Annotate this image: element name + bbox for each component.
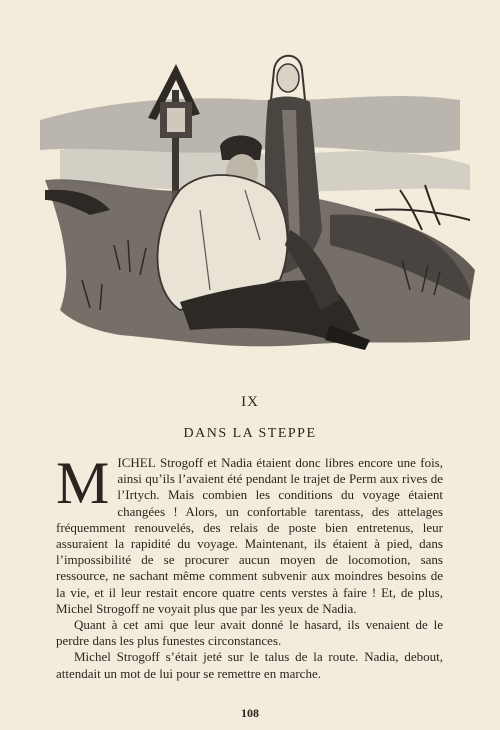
paragraph-3: Michel Strogoff s’était jeté sur le talus de la route. Nadia, debout, attendait un mot de lui pour se remettre en marche. (56, 649, 443, 681)
page-number: 108 (241, 706, 259, 720)
first-word-smallcaps: ICHEL (117, 455, 156, 470)
chapter-number: IX (241, 394, 259, 410)
chapter-title: DANS LA STEPPE (183, 426, 317, 441)
paragraph-1-text: Strogoff et Nadia étaient donc libres encore une fois, ainsi qu’ils l’avaient été pendant le trajet de Perm aux rives de l’Irtych. Mais combien les conditions du voyage étaient changées ! Alors, un confortable tarentass, des attelages fréquemment renouvelés, des relais de poste bien entretenus, leur assuraient la rapidité du voyage. Maintenant, ils étaient à pied, dans l’impossibilité de se procurer aucun moyen de locomotion, sans ressource, ne sachant même comment subvenir aux moindres besoins de la vie, et il leur restait encore quatre cents verstes à faire ! Et, de plus, Michel Strogoff ne voyait plus que par les yeux de Nadia. (56, 455, 443, 616)
drop-cap: M (56, 450, 110, 516)
paragraph-2: Quant à cet ami que leur avait donné le hasard, ils venaient de le perdre dans les plus funestes circonstances. (56, 617, 443, 649)
body-text (56, 450, 443, 682)
illustration-steppe (30, 40, 480, 370)
paragraph-1 (56, 450, 443, 617)
